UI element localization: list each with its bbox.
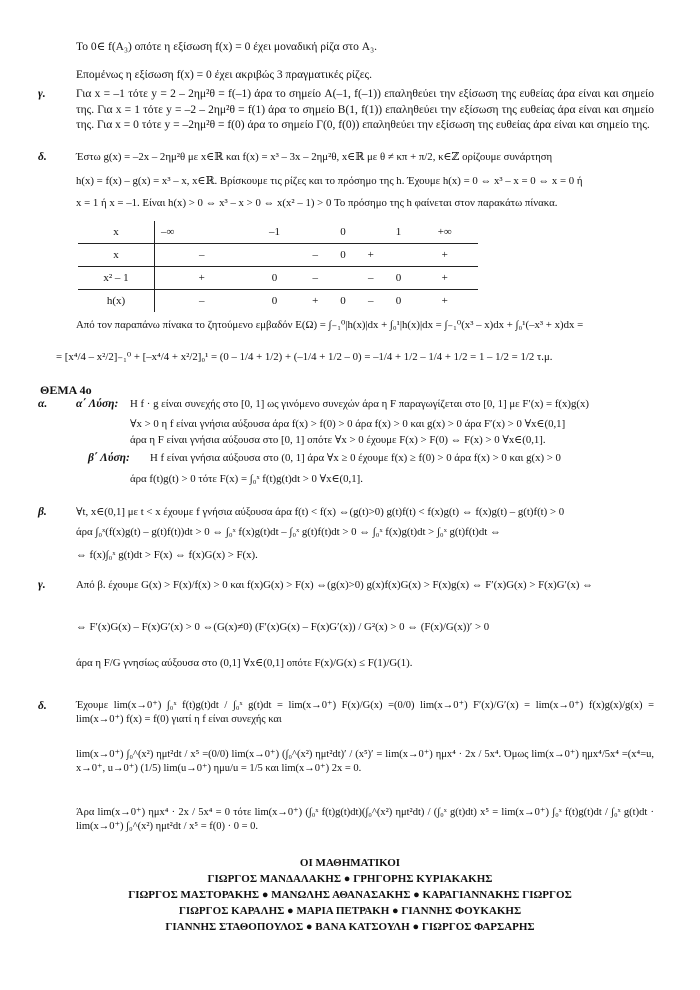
sign-cell: + xyxy=(441,294,448,307)
gamma-4-line-1: Από β. έχουμε G(x) > F(x)/f(x) > 0 και f(x)G(x) > F(x) ⇔(g(x)>0) g(x)f(x)G(x) > F(x)g(x) ⇔ F′(x)G(x) > F(x)G′(x) ⇔ xyxy=(76,579,593,591)
sign-cell: – xyxy=(301,244,330,267)
area-line-1: Από τον παραπάνω πίνακα το ζητούμενο εμβαδόν E(Ω) = ∫₋₁⁰|h(x)|dx + ∫₀¹|h(x)|dx = ∫₋₁⁰(x³ – x)dx + ∫₀¹(–x³ + x)dx = xyxy=(76,319,584,331)
sign-table xyxy=(78,221,478,312)
sign-cell: 0 xyxy=(248,267,300,290)
authors-heading: ΟΙ ΜΑΘΗΜΑΤΙΚΟΙ xyxy=(299,857,401,869)
delta-line-1: Έστω g(x) = –2x – 2ημ²θ με x∈ℝ και f(x) = x³ – 3x – 2ημ²θ, x∈ℝ με θ ≠ κπ + π/2, κ∈ℤ ορίζουμε συνάρτηση xyxy=(76,151,553,163)
sign-table-row xyxy=(78,290,478,313)
sign-table-row-label: x² – 1 xyxy=(78,267,155,290)
sign-cell: 0 xyxy=(330,244,356,267)
sign-table-header-cell: +∞ xyxy=(411,221,478,244)
sign-table-row xyxy=(78,267,478,290)
alpha-solution-b-line-1: Η f είναι γνήσια αύξουσα στο (0, 1] άρα ∀x ≥ 0 έχουμε f(x) ≥ f(0) > 0 άρα f(x) > 0 και g(x) > 0 xyxy=(150,452,561,464)
delta-4-line-3: Άρα lim(x→0⁺) ημx⁴ · 2x / 5x⁴ = 0 τότε lim(x→0⁺) (∫₀ˣ f(t)g(t)dt)(∫₀^(x²) ημt²dt) / (∫₀ˣ g(t)dt) x⁵ = lim(x→0⁺) ∫₀ˣ f(t)g(t)dt / ∫₀ˣ g(t)dt · lim(x→0⁺) ∫₀^(x²) ημt²dt / x⁵ = f(0) · 0 = 0. xyxy=(76,807,654,833)
theme-4-title: ΘΕΜΑ 4ο xyxy=(40,383,92,397)
alpha-solution-a-line-2: ∀x > 0 η f είναι γνήσια αύξουσα άρα f(x) > f(0) > 0 άρα f(x) > 0 και g(x) > 0 άρα F′(x) > 0 ∀x∈(0,1] xyxy=(130,418,566,430)
sign-table-header-cell: –∞ xyxy=(155,221,249,244)
sign-cell: + xyxy=(411,267,478,290)
gamma-text: Για x = –1 τότε y = 2 – 2ημ²θ = f(–1) άρα το σημείο A(–1, f(–1)) επαληθεύει την εξίσωση της ευθείας άρα είναι και σημείο της. Για x = 1 τότε y = –2 – 2ημ²θ = f(1) άρα το σημείο B(1, f(1)) επαληθεύει την εξίσωση της ευθείας άρα είναι και σημείο της. Για x = 0 τότε y = –2ημ²θ = f(0) άρα το σημείο Γ(0, f(0)) επαληθεύει την εξίσωση της ευθείας άρα είναι και σημείο της. xyxy=(76,88,654,132)
sign-cell: – xyxy=(198,294,205,307)
sign-cell: + xyxy=(411,244,478,267)
sign-table-header-cell: –1 xyxy=(248,221,300,244)
alpha-solution-a-line-3: άρα η F είναι γνήσια αύξουσα στο [0, 1] οπότε ∀x > 0 έχουμε F(x) > F(0) ⇔ F(x) > 0 ∀x∈(0,1]. xyxy=(130,434,546,446)
sign-cell: – xyxy=(301,267,330,290)
delta-line-3: x = 1 ή x = –1. Είναι h(x) > 0 ⇔ x³ – x > 0 ⇔ x(x² – 1) > 0 Το πρόσημο της h φαίνεται στον παρακάτω πίνακα. xyxy=(76,197,558,209)
delta-4-line-2: lim(x→0⁺) ∫₀^(x²) ημt²dt / x⁵ =(0/0) lim(x→0⁺) (∫₀^(x²) ημt²dt)′ / (x⁵)′ = lim(x→0⁺) ημx⁴ · 2x / 5x⁴. Όμως lim(x→0⁺) ημx⁴/5x⁴ =(x⁴=u, x→0⁺, u→0⁺) (1/5) lim(u→0⁺) ημu/u = 1/5 και lim(x→0⁺) 2x = 0. xyxy=(76,749,654,775)
alpha-solution-a-line-1: Η f · g είναι συνεχής στο [0, 1] ως γινόμενο συνεχών άρα η F παραγωγίζεται στο [0, 1] με F′(x) = f(x)g(x) xyxy=(130,398,590,410)
beta-line-3: ⇔ f(x)∫₀ˣ g(t)dt > F(x) ⇔ f(x)G(x) > F(x). xyxy=(76,549,258,561)
alpha-label: α. xyxy=(38,398,48,410)
sign-table-row-label: h(x) xyxy=(78,290,155,313)
alpha-solution-a-title: α΄ Λύση: xyxy=(76,398,119,410)
intro-line-2: Επομένως η εξίσωση f(x) = 0 έχει ακριβώς 3 πραγματικές ρίζες. xyxy=(76,69,372,81)
authors-line-2: ΓΙΩΡΓΟΣ ΜΑΣΤΟΡΑΚΗΣ ● ΜΑΝΩΛΗΣ ΑΘΑΝΑΣΑΚΗΣ ● ΚΑΡΑΓΙΑΝΝΑΚΗΣ ΓΙΩΡΓΟΣ xyxy=(128,889,572,901)
alpha-solution-b-title: β΄ Λύση: xyxy=(88,452,130,464)
gamma-4-line-3: άρα η F/G γνησίως αύξουσα στο (0,1] ∀x∈(0,1] οπότε F(x)/G(x) ≤ F(1)/G(1). xyxy=(76,657,413,669)
gamma-4-line-2: ⇔ F′(x)G(x) – F(x)G′(x) > 0 ⇔(G(x)≠0) (F′(x)G(x) – F(x)G′(x)) / G²(x) > 0 ⇔ (F(x)/G(x))′ > 0 xyxy=(76,621,490,633)
sign-table-header-cell: 0 xyxy=(330,221,356,244)
sign-table-header-x: x xyxy=(78,221,155,244)
sign-table-header-cell: 1 xyxy=(385,221,411,244)
sign-cell: 0 xyxy=(395,294,402,307)
authors-line-3: ΓΙΩΡΓΟΣ ΚΑΡΑΛΗΣ ● ΜΑΡΙΑ ΠΕΤΡΑΚΗ ● ΓΙΑΝΝΗΣ ΦΟΥΚΑΚΗΣ xyxy=(178,905,522,917)
delta-line-2: h(x) = f(x) – g(x) = x³ – x, x∈ℝ. Βρίσκουμε τις ρίζες και το πρόσημο της h. Έχουμε h(x) = 0 ⇔ x³ – x = 0 ⇔ x = 0 ή xyxy=(76,175,583,187)
delta-4-label: δ. xyxy=(38,700,47,712)
intro-line-1: Το 0∈ f(A₃) οπότε η εξίσωση f(x) = 0 έχει μοναδική ρίζα στο A₃. xyxy=(76,41,377,53)
sign-cell: 0 xyxy=(271,294,278,307)
sign-cell: 0 xyxy=(340,294,346,307)
alpha-solution-b-line-2: άρα f(t)g(t) > 0 τότε F(x) = ∫₀ˣ f(t)g(t)dt > 0 ∀x∈(0,1]. xyxy=(130,473,363,485)
gamma-4-label: γ. xyxy=(38,579,46,591)
sign-cell: – xyxy=(367,294,374,307)
sign-cell: – xyxy=(356,267,385,290)
sign-cell: + xyxy=(312,294,319,307)
beta-label: β. xyxy=(38,506,47,518)
sign-cell xyxy=(385,244,411,267)
sign-cell: 0 xyxy=(385,267,411,290)
beta-line-1: ∀t, x∈(0,1] με t < x έχουμε f γνήσια αύξουσα άρα f(t) < f(x) ⇔(g(t)>0) g(t)f(t) < f(x)g(t) ⇔ f(x)g(t) – g(t)f(t) > 0 xyxy=(76,506,565,518)
gamma-label: γ. xyxy=(38,88,46,100)
sign-table-row xyxy=(78,244,478,267)
delta-label: δ. xyxy=(38,151,47,163)
sign-cell: + xyxy=(356,244,385,267)
sign-table-row-label: x xyxy=(78,244,155,267)
delta-4-line-1: Έχουμε lim(x→0⁺) ∫₀ˣ f(t)g(t)dt / ∫₀ˣ g(t)dt = lim(x→0⁺) F(x)/G(x) =(0/0) lim(x→0⁺) F′(x)/G′(x) = lim(x→0⁺) f(x)g(x)/g(x) = lim(x→0⁺) f(x) = f(0) γιατί η f είναι συνεχής και xyxy=(76,700,654,726)
authors-line-1: ΓΙΩΡΓΟΣ ΜΑΝΔΑΛΑΚΗΣ ● ΓΡΗΓΟΡΗΣ ΚΥΡΙΑΚΑΚΗΣ xyxy=(207,873,493,885)
sign-cell: + xyxy=(155,267,249,290)
sign-cell xyxy=(248,244,300,267)
sign-cell xyxy=(330,267,356,290)
area-line-2: = [x⁴/4 – x²/2]₋₁⁰ + [–x⁴/4 + x²/2]₀¹ = (0 – 1/4 + 1/2) + (–1/4 + 1/2 – 0) = –1/4 + 1/2 – 1/4 + 1/2 = 1 – 1/2 = 1/2 τ.μ. xyxy=(56,351,553,363)
authors-line-4: ΓΙΑΝΝΗΣ ΣΤΑΘΟΠΟΥΛΟΣ ● ΒΑΝΑ ΚΑΤΣΟΥΛΗ ● ΓΙΩΡΓΟΣ ΦΑΡΣΑΡΗΣ xyxy=(165,921,535,933)
beta-line-2: άρα ∫₀ˣ(f(x)g(t) – g(t)f(t))dt > 0 ⇔ ∫₀ˣ f(x)g(t)dt – ∫₀ˣ g(t)f(t)dt > 0 ⇔ ∫₀ˣ f(x)g(t)dt > ∫₀ˣ g(t)f(t)dt ⇔ xyxy=(76,526,501,538)
sign-table-header-row xyxy=(78,221,478,244)
sign-cell: – xyxy=(155,244,249,267)
